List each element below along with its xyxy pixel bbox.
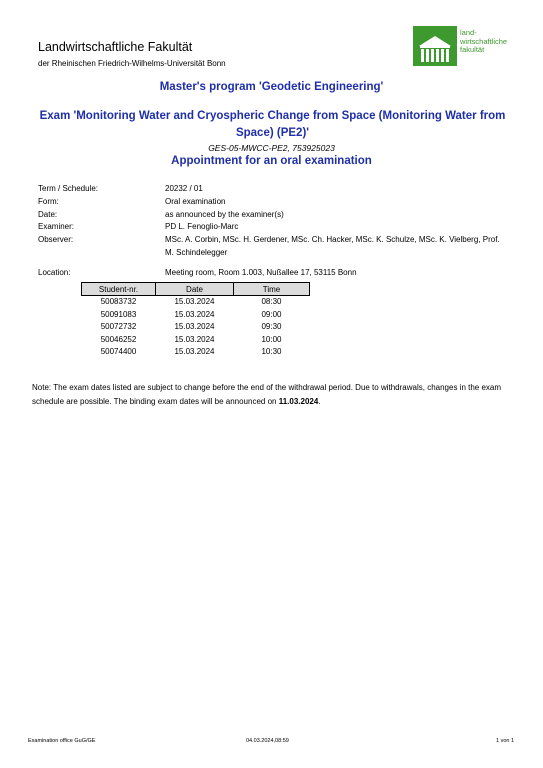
table-row (82, 296, 310, 309)
date-value: as announced by the examiner(s) (165, 209, 284, 219)
date-cell: 15.03.2024 (174, 322, 215, 331)
note-announcement-date: 11.03.2024 (278, 397, 319, 406)
time-cell: 09:30 (261, 322, 282, 331)
examiner-label: Examiner: (38, 222, 75, 232)
program-title: Master's program 'Geodetic Engineering' (159, 81, 384, 93)
term-value: 20232 / 01 (165, 184, 203, 193)
info-row-term (38, 183, 510, 196)
info-row-observer (38, 234, 510, 260)
column-header-student-nr: Student-nr. (82, 283, 156, 296)
table-row (82, 346, 310, 359)
exam-info (38, 183, 510, 280)
info-row-date (38, 209, 510, 222)
appointment-title: Appointment for an oral examination (171, 155, 372, 167)
note-paragraph (32, 381, 512, 409)
table-header-row (82, 283, 310, 296)
observer-label: Observer: (38, 235, 74, 245)
footer-timestamp: 04.03.2024,08:59 (246, 738, 289, 744)
table-row (82, 334, 310, 347)
date-cell: 15.03.2024 (174, 334, 215, 344)
logo-text (460, 29, 507, 55)
faculty-name: Landwirtschaftliche Fakultät (38, 40, 193, 54)
date-cell: 15.03.2024 (174, 297, 215, 306)
info-row-examiner (38, 221, 510, 234)
time-cell: 10:00 (261, 334, 282, 344)
term-label: Term / Schedule: (38, 184, 99, 193)
note-end: . (318, 397, 321, 406)
time-cell: 10:30 (261, 347, 282, 356)
footer-office: Examination office GuG/GE (28, 738, 96, 744)
exam-title: Exam 'Monitoring Water and Cryospheric Change from Space (Monitoring Water from Space) (PE2)' (39, 110, 506, 139)
student-nr-cell: 50083732 (100, 297, 137, 306)
building-logo-icon (413, 26, 457, 66)
student-schedule-table (81, 282, 310, 359)
logo-line-2: wirtschaftliche (460, 36, 508, 46)
observer-value: MSc. A. Corbin, MSc. H. Gerdener, MSc. Ch. Hacker, MSc. K. Schulze, MSc. K. Vielberg, Prof. M. Schindelegger (165, 235, 500, 257)
time-cell: 08:30 (261, 297, 282, 306)
student-nr-cell: 50072732 (100, 322, 137, 331)
date-label: Date: (38, 209, 58, 219)
exam-code: GES-05-MWCC-PE2, 753925023 (208, 143, 335, 153)
faculty-header (38, 40, 226, 69)
student-nr-cell: 50091083 (100, 309, 137, 319)
examiner-value: PD L. Fenoglio-Marc (165, 222, 239, 232)
form-value: Oral examination (165, 196, 226, 206)
table-row (82, 321, 310, 334)
date-cell: 15.03.2024 (174, 309, 215, 319)
form-label: Form: (38, 196, 59, 206)
logo-line-1: land- (460, 28, 477, 37)
table-row (82, 309, 310, 322)
column-header-time: Time (234, 283, 310, 296)
date-cell: 15.03.2024 (174, 347, 215, 356)
student-nr-cell: 50046252 (100, 334, 137, 344)
info-row-location (38, 267, 510, 280)
location-value: Meeting room, Room 1.003, Nußallee 17, 53115 Bonn (165, 267, 357, 277)
student-nr-cell: 50074400 (100, 347, 137, 356)
time-cell: 09:00 (261, 309, 282, 319)
footer-page-number: 1 von 1 (496, 738, 515, 744)
university-name: der Rheinischen Friedrich-Wilhelms-Universität Bonn (38, 59, 226, 68)
location-label: Location: (38, 267, 71, 277)
column-header-date: Date (156, 283, 234, 296)
note-text: Note: The exam dates listed are subject to change before the end of the withdrawal period. Due to withdrawals, changes in the exam schedule are possible. The binding exam dates will be announced on (32, 383, 502, 406)
info-row-form (38, 196, 510, 209)
logo-line-3: fakultät (460, 45, 485, 54)
faculty-logo (413, 26, 513, 66)
